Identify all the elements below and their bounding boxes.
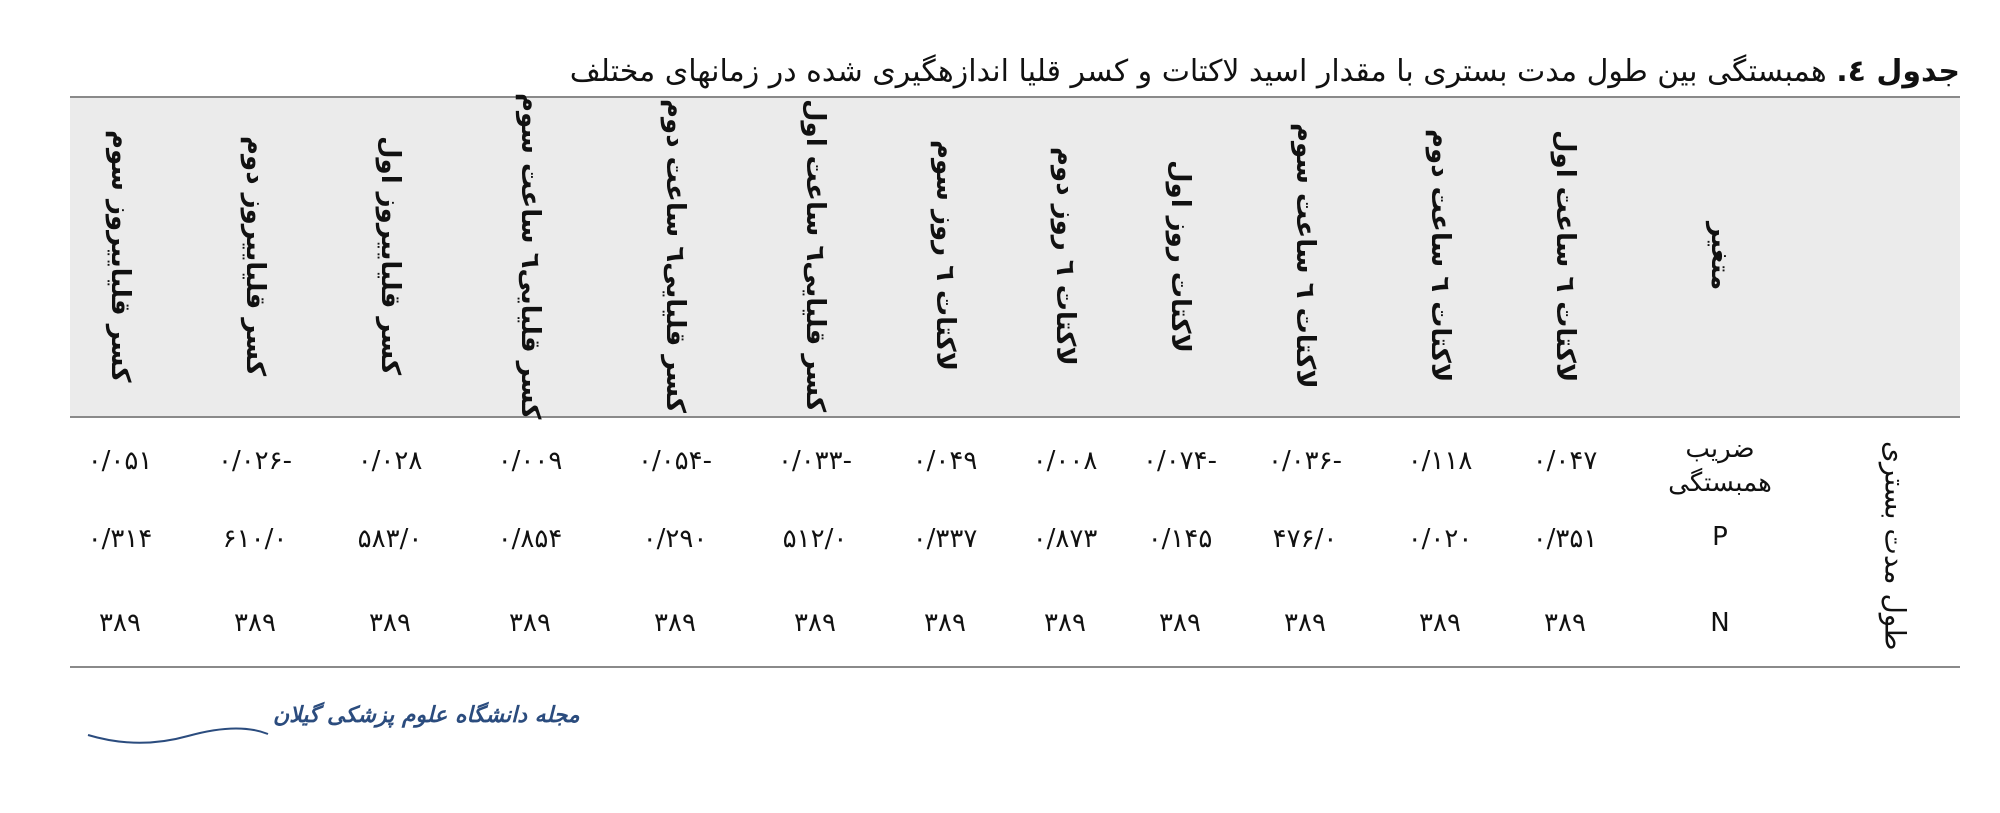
table-caption [570, 52, 1960, 92]
table-cell: ٣٨٩ [369, 608, 411, 638]
table-cell: ٣٨٩ [794, 608, 836, 638]
column-header [70, 96, 170, 416]
table-cell: ٠/٠۴٧ [1532, 446, 1598, 476]
column-header [475, 92, 585, 420]
table-cell: ٣٨٩ [1159, 608, 1201, 638]
column-header-text: لاکتات ٦ روز دوم [1050, 146, 1080, 366]
caption-text: همبستگی بین طول مدت بستری با مقدار اسید لاکتات و کسر قلیا اندازهگیری شده در زمانهای مختلف [569, 54, 1827, 89]
table-cell: ٠/۵٨٣ [357, 524, 423, 554]
table-cell: ٠/۶١٠ [222, 524, 288, 554]
table-cell: -٠/٠٢۶ [217, 446, 293, 476]
table-cell: ٣٨٩ [1544, 608, 1586, 638]
corner-header [1630, 96, 1810, 416]
column-header [340, 96, 440, 416]
corner-header-text: متغیر [1705, 221, 1735, 291]
table-cell: ٠/٠٠٩ [497, 446, 563, 476]
table-cell: ٠/٢٩٠ [642, 524, 708, 554]
column-header-text: لاکتات ٦ ساعت دوم [1425, 129, 1455, 383]
table-cell: ٠/٠٢٨ [357, 446, 423, 476]
table-cell: ٠/٠٠٨ [1032, 446, 1098, 476]
table-cell: ٣٨٩ [509, 608, 551, 638]
table-cell: -٠/٠٣۶ [1267, 446, 1343, 476]
row-group-label-text: طول مدت بستری [1878, 441, 1912, 651]
table-cell: ٠/٠٢٠ [1407, 524, 1473, 554]
table-header-rule [70, 416, 1960, 418]
column-header-text: کسر قلیایی٦ ساعت دوم [660, 98, 690, 414]
table-cell: ٣٨٩ [234, 608, 276, 638]
column-header [1255, 96, 1355, 416]
table-cell: ٠/٨۵۴ [497, 524, 563, 554]
table-cell: ٠/۵١٢ [782, 524, 848, 554]
table-cell: ٠/٠۵١ [87, 446, 153, 476]
table-cell: ٠/٨٧٣ [1032, 524, 1098, 554]
table-cell: ٣٨٩ [1284, 608, 1326, 638]
stat-label-correlation: ضریب همبستگی [1668, 434, 1772, 498]
journal-logo [68, 680, 580, 760]
column-header-text: کسر قلیاییروز اول [375, 136, 405, 376]
table-cell: ٠/١١٨ [1407, 446, 1473, 476]
column-header-text: لاکتات ٦ روز سوم [930, 140, 960, 372]
column-header-text: کسر قلیاییروز سوم [105, 129, 135, 383]
stat-label-n: N [1710, 608, 1730, 638]
table-cell: -٠/٠٣٣ [777, 446, 853, 476]
table-cell: -٠/٠٧۴ [1142, 446, 1218, 476]
column-header [205, 96, 305, 416]
table-cell: ٣٨٩ [654, 608, 696, 638]
column-header [620, 96, 730, 416]
table-cell: ٠/٠۴٩ [912, 446, 978, 476]
column-header-text: لاکتات ٦ ساعت اول [1550, 129, 1580, 383]
caption-label: جدول ٤. [1836, 54, 1960, 89]
table-cell: ٠/٣١۴ [87, 524, 153, 554]
table-cell: ٣٨٩ [99, 608, 141, 638]
column-header-text: کسر قلیایی٦ ساعت سوم [515, 92, 545, 420]
table-cell: ٣٨٩ [1044, 608, 1086, 638]
row-group-label [1860, 426, 1930, 666]
table-cell: ٣٨٩ [924, 608, 966, 638]
column-header [1020, 96, 1110, 416]
column-header [1135, 96, 1225, 416]
journal-logo-graphic [68, 680, 580, 760]
stat-label-p: P [1712, 522, 1728, 552]
column-header-text: لاکتات ٦ ساعت سوم [1290, 123, 1320, 389]
column-header-text: کسر قلیاییروز دوم [240, 135, 270, 377]
table-cell: ٣٨٩ [1419, 608, 1461, 638]
column-header [760, 96, 870, 416]
journal-logo-text: مجله دانشگاه علوم پزشکی گیلان [273, 702, 580, 728]
column-header [900, 96, 990, 416]
table-cell: ٠/١۴۵ [1147, 524, 1213, 554]
table-cell: -٠/٠۵۴ [637, 446, 713, 476]
logo-swash [88, 728, 268, 742]
table-cell: ٠/٣۵١ [1532, 524, 1598, 554]
correlation-table [70, 92, 1960, 668]
column-header [1390, 96, 1490, 416]
column-header-text: کسر قلیایی٦ ساعت اول [800, 99, 830, 413]
table-cell: ٠/۴٧۶ [1272, 524, 1338, 554]
column-header-text: لاکتات روز اول [1165, 159, 1195, 353]
column-header [1515, 96, 1615, 416]
table-cell: ٠/٣٣٧ [912, 524, 978, 554]
table-bottom-rule [70, 666, 1960, 668]
